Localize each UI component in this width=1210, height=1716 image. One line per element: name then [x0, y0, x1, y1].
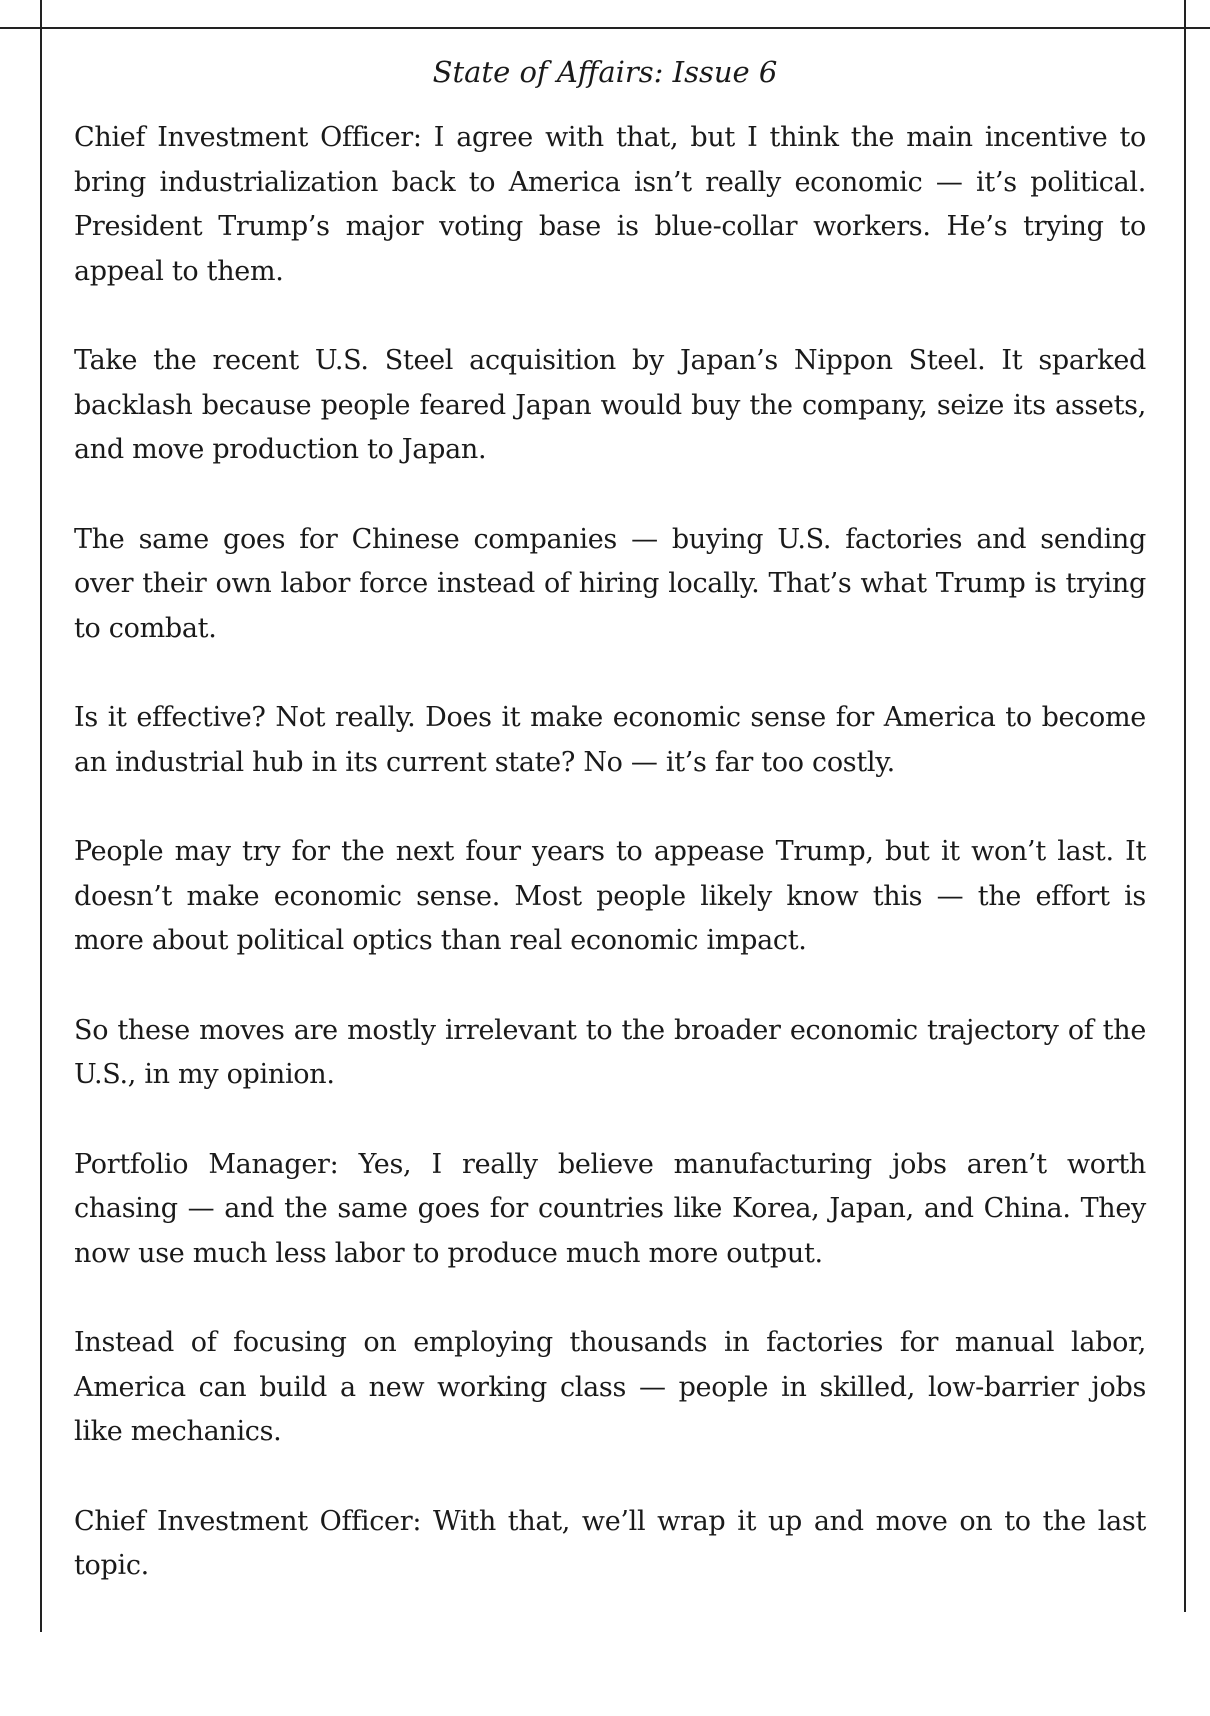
paragraph-four-years: People may try for the next four years to appease Trump, but it won’t last. It doesn’t make economic sense. Most people likely know this — the effort is more about political optics than real economic impact.	[74, 836, 1146, 956]
top-border-line	[0, 27, 1210, 29]
paragraph-us-steel: Take the recent U.S. Steel acquisition by Japan’s Nippon Steel. It sparked backlash because people feared Japan would buy the company, seize its assets, and move production to Japan.	[74, 345, 1146, 465]
document-body	[74, 116, 1146, 1634]
paragraph-chinese-companies: The same goes for Chinese companies — buying U.S. factories and sending over their own labor force instead of hiring locally. That’s what Trump is trying to combat.	[74, 523, 1146, 644]
paragraph-cio-incentive: Chief Investment Officer: I agree with that, but I think the main incentive to bring industrialization back to America isn’t really economic — it’s political. President Trump’s major voting base is blue-collar workers. He’s trying to appeal to them.	[74, 122, 1146, 287]
page-title: State of Affairs: Issue 6	[432, 55, 778, 89]
right-border-line	[1184, 0, 1186, 1612]
paragraph-irrelevant: So these moves are mostly irrelevant to the broader economic trajectory of the U.S., in my opinion.	[74, 1014, 1146, 1090]
paragraph-effectiveness: Is it effective? Not really. Does it make economic sense for America to become an industrial hub in its current state? No — it’s far too costly.	[74, 702, 1146, 778]
paragraph-portfolio-manager: Portfolio Manager: Yes, I really believe manufacturing jobs aren’t worth chasing — and the same goes for countries like Korea, Japan, and China. They now use much less labor to produce much more output.	[74, 1148, 1146, 1269]
paragraph-wrap-up: Chief Investment Officer: With that, we’ll wrap it up and move on to the last topic.	[74, 1505, 1146, 1581]
paragraph-working-class: Instead of focusing on employing thousands in factories for manual labor, America can build a new working class — people in skilled, low-barrier jobs like mechanics.	[74, 1327, 1146, 1447]
left-border-line	[40, 0, 42, 1632]
